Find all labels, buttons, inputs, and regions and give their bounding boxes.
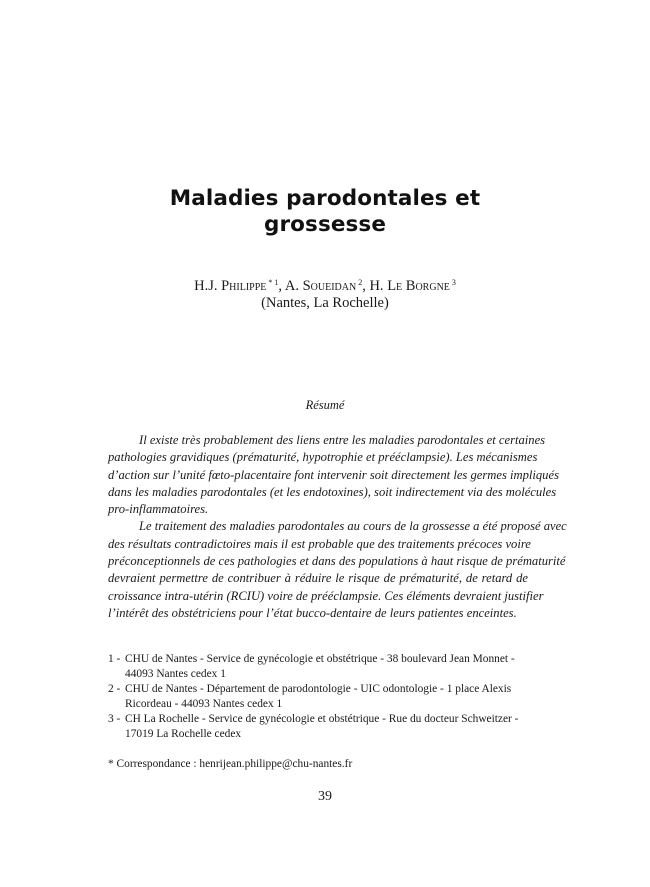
abstract-line: l’intérêt des obstétriciens pour l’état bucco-dentaire de leurs patientes enceintes. — [108, 605, 517, 620]
abstract-line: pro-inflammatoires. — [108, 502, 209, 517]
title-line-2: grossesse — [263, 212, 387, 237]
affiliation-text: 17019 La Rochelle cedex — [125, 728, 242, 740]
abstract-line: Le traitement des maladies parodontales au cours de la grossesse a été proposé avec — [139, 519, 567, 534]
abstract-line: croissance intra-utérin (RCIU) voire de prééclampsie. Ces éléments devraient justifier — [108, 588, 544, 603]
correspondence-note: * Correspondance : henrijean.philippe@chu-nantes.fr — [108, 758, 353, 770]
author-name: Soueidan — [302, 278, 357, 294]
author-2 — [285, 278, 370, 294]
affiliation-3 — [108, 712, 538, 742]
affiliation-1 — [108, 652, 538, 682]
author-list — [100, 278, 550, 295]
author-name: Le Borgne — [387, 278, 450, 294]
author-affiliation-mark: 2 — [356, 278, 363, 287]
affiliation-text: Ricordeau - 44093 Nantes cedex 1 — [125, 698, 283, 710]
author-separator: , — [278, 278, 285, 294]
affiliation-2 — [108, 682, 538, 712]
page-number: 39 — [318, 789, 332, 804]
affiliation-text: 44093 Nantes cedex 1 — [125, 668, 226, 680]
affiliation-number: 2 - — [108, 683, 121, 695]
abstract-heading: Résumé — [305, 398, 345, 412]
abstract-line: des résultats contradictoires mais il est probable que des traitements précoces voire — [108, 536, 531, 551]
title-line-1: Maladies parodontales et — [169, 186, 481, 211]
abstract-paragraph-2 — [108, 518, 567, 622]
author-1 — [194, 278, 285, 294]
author-3 — [369, 278, 455, 294]
abstract-line: devraient permettre de contribuer à réduire le risque de prématurité, de retard de — [108, 571, 528, 586]
abstract-line: préconceptionnels de ces pathologies et dans des populations à haut risque de prématurité — [108, 554, 566, 569]
affiliation-text: CHU de Nantes - Service de gynécologie et obstétrique - 38 boulevard Jean Monnet - — [125, 653, 515, 665]
affiliation-text: CH La Rochelle - Service de gynécologie et obstétrique - Rue du docteur Schweitzer - — [125, 713, 519, 725]
author-block — [100, 278, 550, 312]
author-initials: A. — [284, 278, 303, 294]
author-initials: H. — [369, 278, 388, 294]
affiliation-number: 3 - — [108, 713, 121, 725]
author-initials: H.J. — [194, 278, 222, 294]
abstract-paragraph-1 — [108, 432, 559, 518]
affiliation-notes — [108, 652, 538, 772]
author-separator: , — [362, 278, 370, 294]
abstract-line: Il existe très probablement des liens entre les maladies parodontales et certaines — [139, 433, 546, 447]
abstract-body — [108, 432, 567, 622]
abstract-line: dans les maladies parodontales (et les endotoxines), soit indirectement via des molécules — [108, 484, 557, 499]
author-location: (Nantes, La Rochelle) — [261, 295, 389, 311]
abstract-line: d’action sur l’unité fœto-placentaire font intervenir soit directement les germes impliqués — [108, 467, 559, 482]
affiliation-text: CHU de Nantes - Département de parodontologie - UIC odontologie - 1 place Alexis — [125, 683, 512, 695]
affiliation-number: 1 - — [108, 653, 121, 665]
abstract-line: pathologies gravidiques (prématurité, hypotrophie et prééclampsie). Les mécanismes — [108, 450, 538, 465]
author-name: Philippe — [221, 278, 267, 294]
author-affiliation-mark: 3 — [449, 278, 456, 287]
article-title — [100, 186, 550, 238]
author-affiliation-mark: * 1 — [266, 278, 279, 287]
